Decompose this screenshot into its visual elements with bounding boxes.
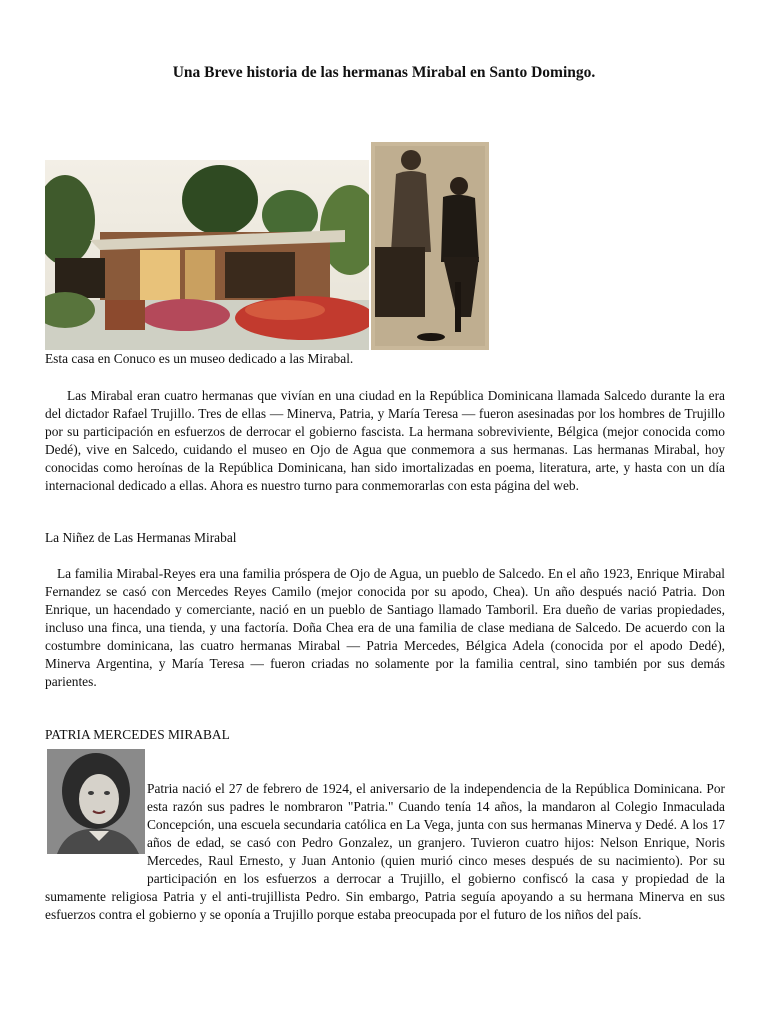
intro-paragraph: Las Mirabal eran cuatro hermanas que vivían en una ciudad en la República Dominicana llamada Salcedo durante la era del dictador Rafael Trujillo. Tres de ellas — Minerva, Patria, y María Teresa — fueron asesinadas por los hombres de Trujillo por su participación en esfuerzos de derrocar el gobierno fascista. La hermana sobreviviente, Bélgica (mejor conocida como Dedé), vive en Salcedo, cuidando el museo en Ojo de Agua que conmemora a sus hermanas. Las hermanas Mirabal, hoy conocidas como heroínas de la República Dominicana, han sido imortalizadas en poema, literatura, arte, y hasta con un día internacional dedicado a ellas. Ahora es nuestro turno para conmemorarlas con esta página del web. <box>45 388 725 493</box>
patria-paragraph <box>45 780 725 924</box>
portrait-float-spacer <box>45 780 147 872</box>
house-museum-photo <box>45 160 369 350</box>
document-title: Una Breve historia de las hermanas Mirabal en Santo Domingo. <box>172 64 596 81</box>
section-heading-patria: PATRIA MERCEDES MIRABAL <box>45 727 230 742</box>
childhood-paragraph: La familia Mirabal-Reyes era una familia próspera de Ojo de Agua, un pueblo de Salcedo. En el año 1923, Enrique Mirabal Fernandez se casó con Mercedes Reyes Camilo (mejor conocida por su apodo, Chea). Un año después nació Patria. Don Enrique, un hacendado y comerciante, nació en un pueblo de Santiago llamado Tamboril. Era dueño de varias propiedades, incluso una finca, una tienda, y una factoría. Doña Chea era de una familia de clase mediana de Salcedo. De acuerdo con la costumbre dominicana, las cuatro hermanas Mirabal — Patria Mercedes, Bélgica Adela (conocida por el apodo Dedé), Minerva Argentina, y María Teresa — fueron criadas no solamente por la familia central, sino también por sus demás parientes. <box>45 566 725 689</box>
section-heading-childhood: La Niñez de Las Hermanas Mirabal <box>45 530 237 545</box>
patria-paragraph-text: Patria nació el 27 de febrero de 1924, el aniversario de la independencia de la República Dominicana. Por esta razón sus padres le nombraron "Patria." Cuando tenía 14 años, la mandaron al Colegio Inmaculada Concepción, una escuela secundaria católica en La Vega, junta con sus hermanas Minerva y Dedé. A los 17 años de edad, se casó con Pedro Gonzalez, un granjero. Tuvieron cuatro hijos: Nelson Enrique, Noris Mercedes, Raul Ernesto, y Juan Antonio (quien murió cinco meses después de su nacimiento). Por su participación en los esfuerzos a derrocar a Trujillo, el gobierno confiscó la casa y propiedad de la sumamente religiosa Patria y el anti-trujillista Pedro. Sin embargo, Patria seguía apoyando a su hermana Minerva en sus esfuerzos contra el gobierno y se oponía a Trujillo porque estaba preocupada por el futuro de los niños del país. <box>45 781 725 922</box>
mirabal-parents-photo <box>371 142 489 350</box>
photo-caption: Esta casa en Conuco es un museo dedicado a las Mirabal. <box>45 351 354 366</box>
